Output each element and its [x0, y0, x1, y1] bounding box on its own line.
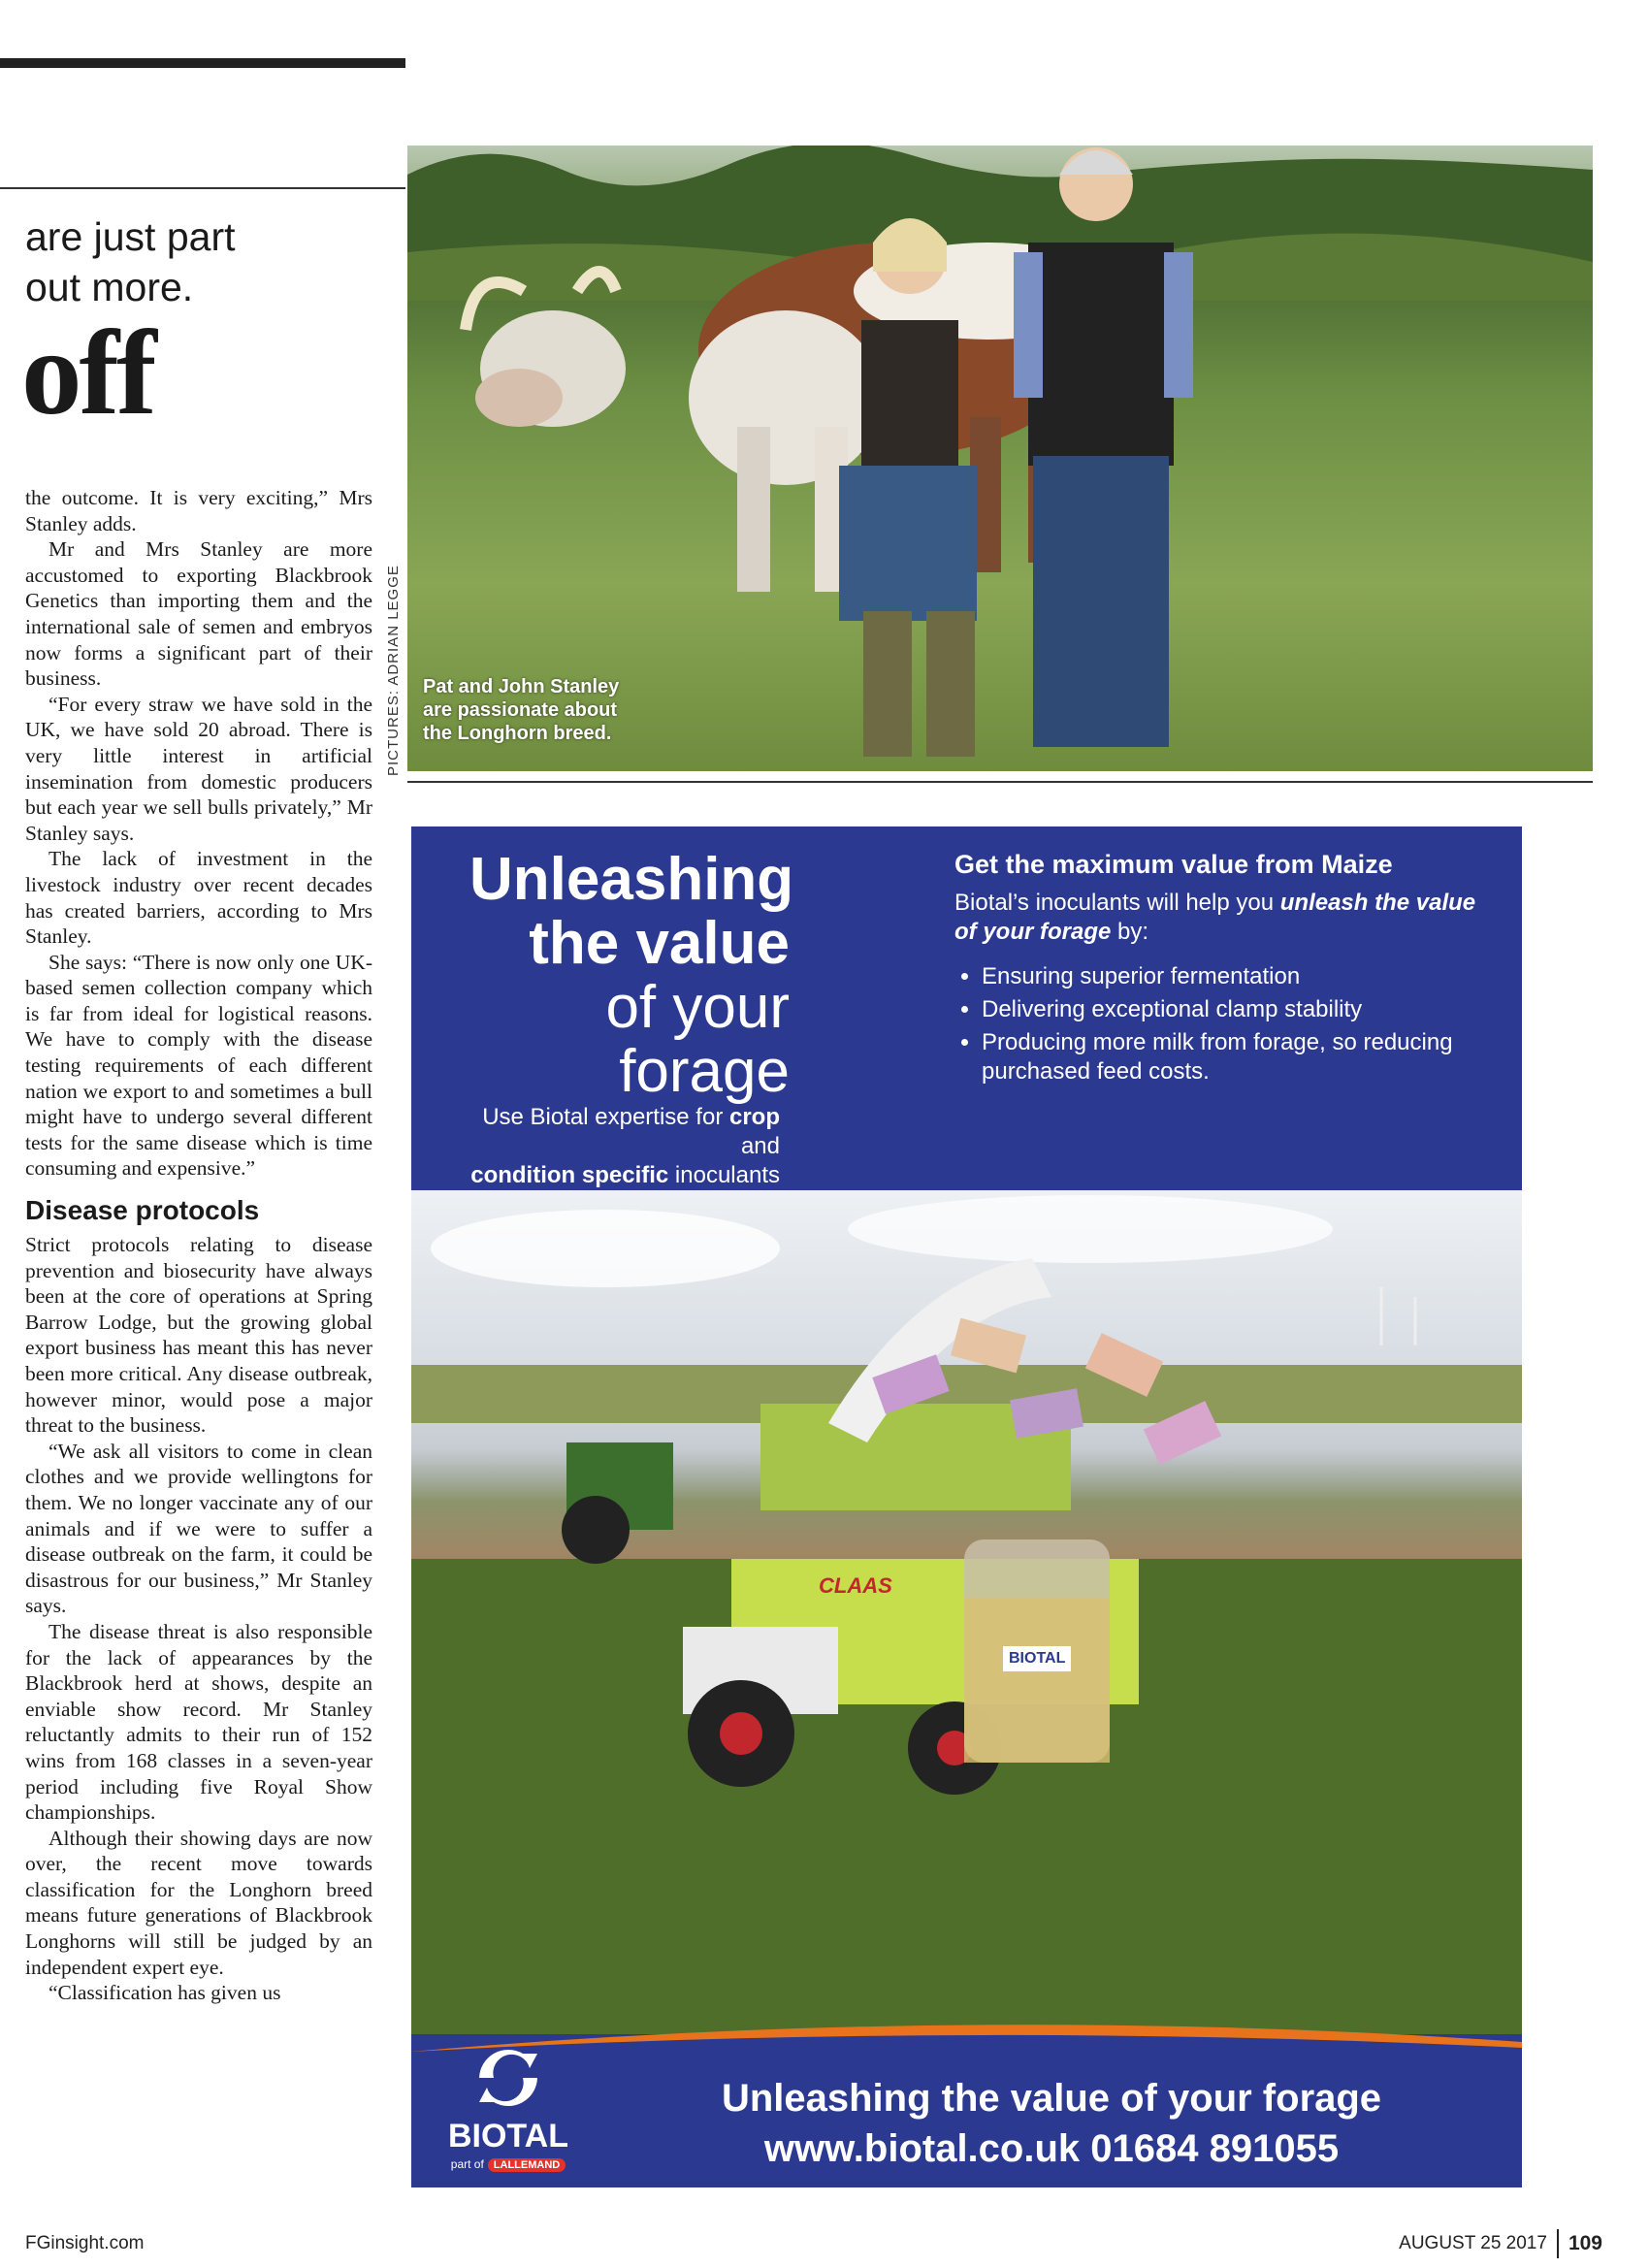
logo-name: BIOTAL: [447, 2118, 568, 2155]
ad-desc-text: Biotal’s inoculants will help you: [954, 890, 1280, 916]
lallemand-badge: LALLEMAND: [488, 2158, 566, 2172]
section-rule: [0, 187, 405, 189]
page-number: 109: [1568, 2232, 1602, 2254]
article-paragraph: Mr and Mrs Stanley are more accustomed to exporting Blackbrook Genetics than importing them and the international sale of semen and embryos now forms a significant part of their business.: [25, 537, 372, 691]
pull-quote-line: are just part: [25, 214, 236, 259]
footer-divider: [1557, 2229, 1559, 2258]
article-paragraph: The lack of investment in the livestock industry over recent decades has created barriers, according to Mrs Stanley.: [25, 847, 372, 949]
article-paragraph: She says: “There is now only one UK-based semen collection company which is far from ideal for logistical reasons. We have to comply with the disease testing requirements of each different nation we export to and sometimes a bull might have to undergo several different tests for the same disease which is time consuming and expensive.”: [25, 950, 372, 1181]
article-paragraph: “For every straw we have sold in the UK, we have sold 20 abroad. There is very little interest in artificial insemination from domestic producers but each year we sell bulls privately,” Mr Stanley says.: [25, 692, 372, 845]
ad-tagline: Unleashing the value of your forage: [721, 2077, 1382, 2120]
pull-quote-line: out more.: [25, 265, 194, 309]
article-paragraph: “We ask all visitors to come in clean clothes and we provide wellingtons for them. We no longer vaccinate any of our animals and if we were to suffer a disease outbreak on the farm, it could be disastrous for our business,” Mr Stanley says.: [25, 1439, 372, 1618]
ad-desc-emphasis: unleash the value of your forage: [954, 890, 1476, 945]
footer-date-page: [1399, 2229, 1602, 2258]
photo-caption: [423, 675, 619, 745]
ad-sub-bold: crop: [728, 1104, 780, 1130]
ad-bullet-list: [954, 962, 1498, 1086]
harvest-illustration: [411, 1190, 1522, 2054]
headline-fragment: off: [21, 307, 154, 440]
ad-headline: [469, 846, 794, 1105]
ad-bullet: • Delivering exceptional clamp stability: [982, 995, 1498, 1024]
ad-benefits-desc: [954, 889, 1498, 947]
article-paragraph: Strict protocols relating to disease prevention and biosecurity have always been at the core of operations at Spring Barrow Lodge, but the growing global export business has meant this has never been more critical. Any disease outbreak, however minor, would pose a major threat to the business.: [25, 1233, 372, 1438]
ad-headline-line: of your forage: [605, 974, 790, 1105]
article-column: [25, 485, 372, 2006]
top-rule: [0, 58, 405, 68]
ad-headline-line: the value: [529, 910, 790, 977]
ad-footer-panel: [411, 2034, 1522, 2187]
swoosh-graphic: [411, 2013, 1522, 2052]
jar-label: BIOTAL: [1003, 1646, 1071, 1671]
ad-headline-line: Unleashing: [469, 846, 794, 913]
biotal-logo-icon: [469, 2044, 547, 2112]
biotal-logo: [440, 2044, 576, 2172]
article-paragraph: “Classification has given us: [48, 1981, 281, 2005]
ad-contact: www.biotal.co.uk 01684 891055: [763, 2127, 1340, 2170]
photo-credit: PICTURES: ADRIAN LEGGE: [385, 565, 402, 776]
ad-bullet: • Ensuring superior fermentation: [982, 962, 1498, 991]
subhead: Disease protocols: [25, 1195, 260, 1226]
machine-brand: CLAAS: [819, 1573, 892, 1598]
logo-part-of: part of: [450, 2157, 484, 2171]
ad-sub-text: Use Biotal expertise for: [482, 1104, 729, 1130]
ad-header-panel: [411, 826, 1522, 1190]
ad-desc-text: by:: [1111, 919, 1149, 945]
biotal-advert: [407, 781, 1593, 2206]
ad-sub-text: inoculants: [668, 1162, 780, 1188]
caption-line: Pat and John Stanley: [423, 676, 620, 697]
caption-line: the Longhorn breed.: [423, 723, 612, 744]
ad-tagline-block: [605, 2073, 1498, 2174]
ad-bullet: • Producing more milk from forage, so reducing purchased feed costs.: [982, 1028, 1498, 1086]
article-paragraph: The disease threat is also responsible for the lack of appearances by the Blackbrook herd at shows, despite an enviable show record. Mr Stanley reluctantly admits to their run of 152 wins from 168 classes in a seven-year period including five Royal Show championships.: [25, 1619, 372, 1825]
ad-sub-text: and: [740, 1133, 780, 1159]
footer-site: FGinsight.com: [25, 2233, 145, 2253]
harvest-photo: [411, 1190, 1522, 2054]
article-paragraph: Although their showing days are now over, the recent move towards classification for the Longhorn breed means future generations of Blackbrook Longhorns will still be judged by an independent expert eye.: [25, 1826, 372, 1979]
caption-line: are passionate about: [423, 699, 618, 721]
article-paragraph: the outcome. It is very exciting,” Mrs Stanley adds.: [25, 486, 372, 535]
ad-sub-bold: condition specific: [470, 1162, 669, 1188]
pull-quote: [25, 211, 236, 312]
ad-subline: [440, 1103, 780, 1190]
footer-date: AUGUST 25 2017: [1399, 2233, 1547, 2253]
ad-benefits: [954, 848, 1498, 1090]
ad-benefits-title: Get the maximum value from Maize: [954, 850, 1393, 879]
